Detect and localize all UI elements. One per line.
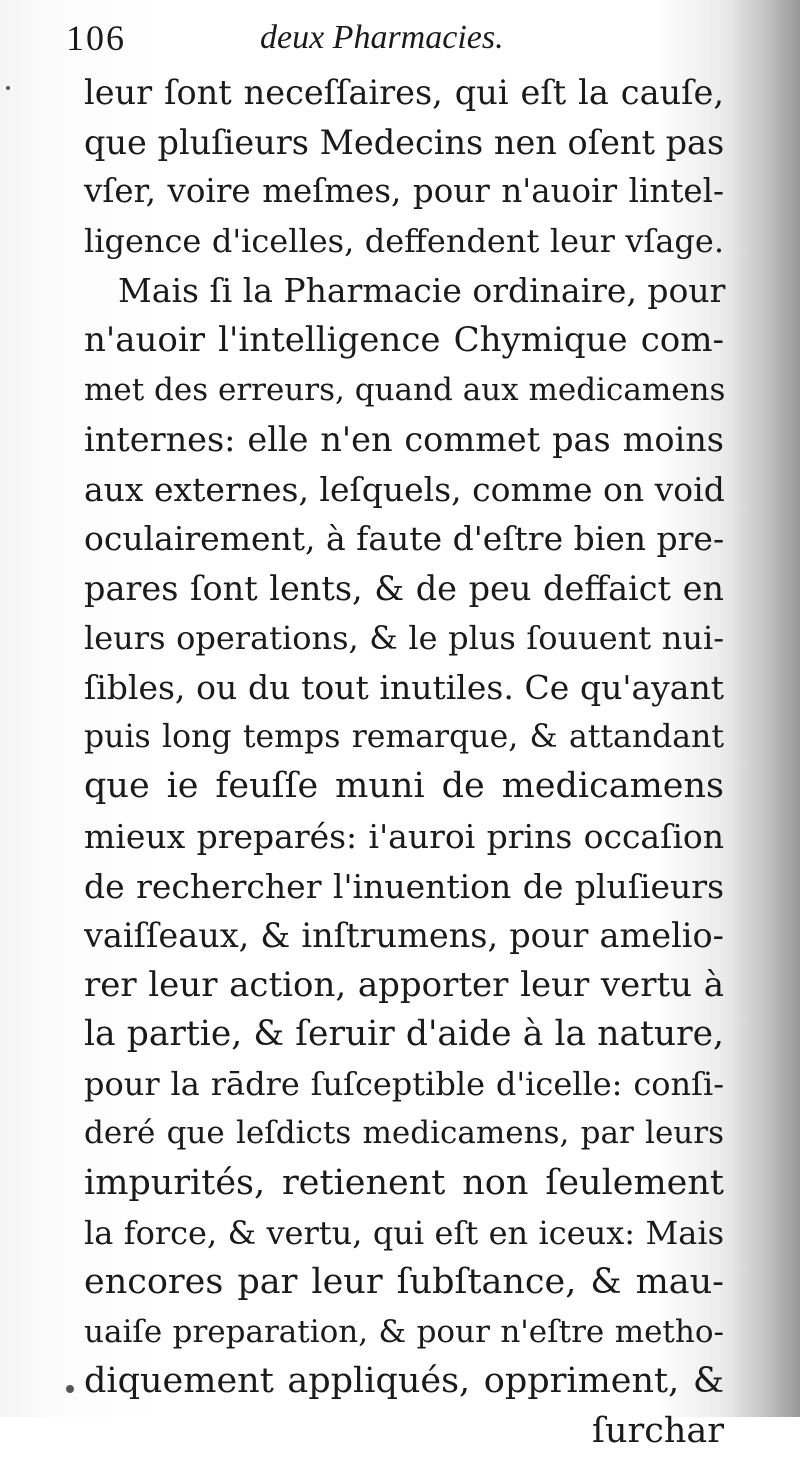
text-line: aux externes, leſquels, comme on void: [84, 469, 725, 509]
ink-speck: [6, 86, 10, 90]
text-line: que pluſieurs Medecins nen oſent pas: [84, 122, 725, 162]
catchword: ſurchar: [592, 1411, 724, 1452]
text-line: ligence d'icelles, deffendent leur vſage.: [84, 221, 724, 260]
text-line: ſibles, ou du tout inutiles. Ce qu'ayant: [84, 668, 724, 708]
page-number: 106: [66, 18, 126, 58]
text-line: la force, & vertu, qui eſt en iceux: Mais: [84, 1213, 724, 1252]
text-line: encores par leur ſubſtance, & mau-: [84, 1262, 724, 1303]
text-line: uaiſe preparation, & pour n'eſtre metho-: [84, 1313, 724, 1350]
text-line: deré que leſdicts medicamens, par leurs: [84, 1115, 724, 1152]
text-line: que ie feuſſe muni de medicamens: [84, 766, 724, 807]
paragraph-first-line: Mais ſi la Pharmacie ordinaire, pour: [118, 271, 726, 311]
text-line: diquement appliqués, oppriment, &: [84, 1361, 724, 1402]
text-line: la partie, & ſeruir d'aide à la nature,: [84, 1014, 724, 1055]
text-line: leurs operations, & le plus ſouuent nui-: [84, 618, 724, 657]
ink-speck: [66, 1385, 74, 1393]
text-line: leur ſont neceſſaires, qui eſt la cauſe,: [84, 73, 724, 112]
text-line: mieux preparés: i'auroi prins occaſion: [84, 816, 724, 856]
text-line: puis long temps remarque, & attandant: [84, 718, 724, 755]
text-line: vaiſſeaux, & inſtrumens, pour amelio-: [84, 916, 724, 956]
page-edge-shadow: [730, 0, 800, 1417]
text-line: pares ſont lents, & de peu deffaict en: [84, 568, 724, 608]
text-line: n'auoir l'intelligence Chymique com-: [84, 319, 724, 360]
text-line: pour la rādre ſuſceptible d'icelle: conſi-: [84, 1064, 724, 1103]
text-line: internes: elle n'en commet pas moins: [84, 420, 724, 460]
text-line: oculairement, à faute d'eſtre bien pre-: [84, 519, 725, 559]
text-line: met des erreurs, quand aux medicamens: [84, 371, 726, 408]
text-line: impurités, retienent non ſeulement: [84, 1163, 724, 1204]
text-line: vſer, voire meſmes, pour n'auoir lintel-: [84, 172, 724, 211]
running-title: deux Pharmacies.: [260, 19, 504, 56]
text-line: de rechercher l'inuention de pluſieurs: [84, 866, 724, 906]
running-head: [66, 14, 716, 58]
text-line: rer leur action, apporter leur vertu à: [84, 964, 724, 1005]
body-text: [84, 68, 724, 1457]
